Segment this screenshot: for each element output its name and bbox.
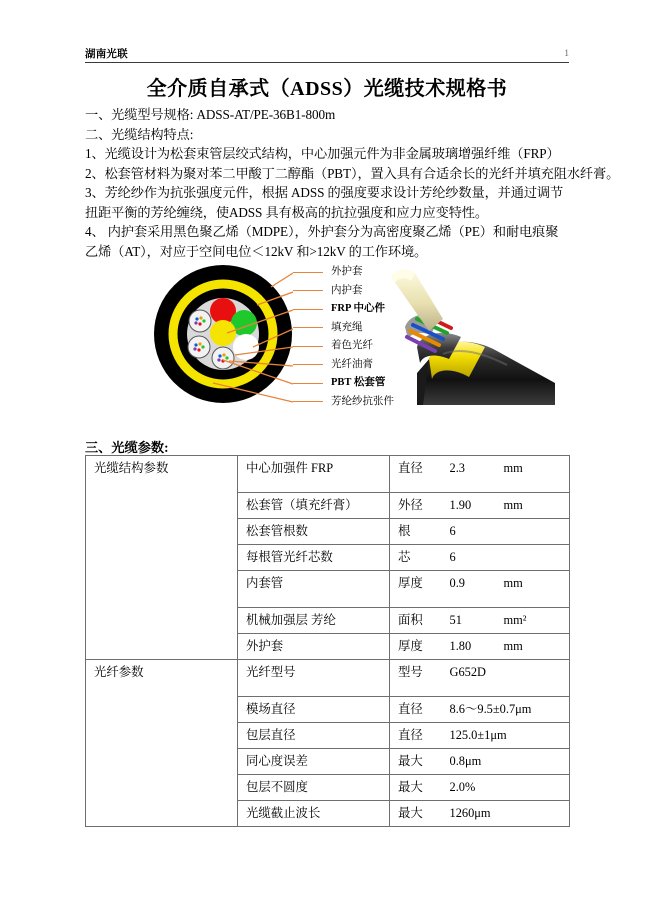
param-item: 包层直径 xyxy=(238,723,390,749)
param-value-cell xyxy=(442,571,570,608)
param-unit-label: 最大 xyxy=(390,775,442,801)
callout-label: 填充绳 xyxy=(331,321,363,333)
param-unit-label: 直径 xyxy=(390,697,442,723)
param-value-cell xyxy=(442,608,570,634)
param-unit-label: 直径 xyxy=(390,723,442,749)
group-label-structure: 光缆结构参数 xyxy=(86,456,238,660)
cable-parameters-heading: 三、光缆参数: xyxy=(85,440,169,455)
group-label-fiber: 光纤参数 xyxy=(86,660,238,827)
feature-item-2: 2、松套管材料为聚对苯二甲酸丁二醇酯（PBT），置入具有合适余长的光纤并填充阻水纤膏。 xyxy=(85,165,620,181)
leader-line-icon xyxy=(293,383,323,384)
leader-line-icon xyxy=(293,346,323,347)
param-value-cell xyxy=(442,749,570,775)
param-value: 1.80 xyxy=(449,639,472,653)
header-company-name: 湖南光联 xyxy=(85,49,128,60)
callout-label: FRP 中心件 xyxy=(331,303,385,315)
feature-item-4: 4、 内护套采用黑色聚乙烯（MDPE），外护套分为高密度聚乙烯（PE）和耐电痕聚乙烯（AT），对应于空间电位＜12kV 和>12kV 的工作环境。 xyxy=(85,224,559,259)
page-header xyxy=(85,48,569,63)
param-unit: mm xyxy=(503,576,523,590)
param-item: 中心加强件 FRP xyxy=(238,456,390,493)
cable-figure xyxy=(85,255,569,435)
param-item: 同心度误差 xyxy=(238,749,390,775)
model-spec-line: 一、光缆型号规格: ADSS-AT/PE-36B1-800m xyxy=(85,107,336,122)
param-unit-label: 芯 xyxy=(390,545,442,571)
leader-line-icon xyxy=(293,327,323,328)
param-unit-label: 外径 xyxy=(390,493,442,519)
param-unit-label: 厚度 xyxy=(390,634,442,660)
leader-line-icon xyxy=(293,290,323,291)
callout-label: 外护套 xyxy=(331,266,363,278)
cable-3d-illustration xyxy=(377,255,557,405)
param-value-cell xyxy=(442,723,570,749)
param-value-cell xyxy=(442,634,570,660)
param-item: 内套管 xyxy=(238,571,390,608)
param-value: 0.9 xyxy=(449,576,465,590)
param-value: 1.90 xyxy=(449,498,472,512)
param-unit: mm xyxy=(503,498,523,512)
param-value: 6 xyxy=(449,550,456,564)
leader-line-icon xyxy=(293,272,323,273)
leader-line-icon xyxy=(293,364,323,365)
param-value: 8.6～9.5±0.7μm xyxy=(449,702,532,716)
callout-label: 着色光纤 xyxy=(331,340,373,352)
header-page-number: 1 xyxy=(564,49,569,59)
param-value: G652D xyxy=(449,665,486,679)
param-value: 2.0% xyxy=(449,780,476,794)
param-value-cell xyxy=(442,545,570,571)
param-item: 机械加强层 芳纶 xyxy=(238,608,390,634)
leader-line-icon xyxy=(293,401,323,402)
param-item: 外护套 xyxy=(238,634,390,660)
param-unit-label: 型号 xyxy=(390,660,442,697)
structure-features-heading: 二、光缆结构特点: xyxy=(85,126,194,142)
param-unit-label: 面积 xyxy=(390,608,442,634)
param-item: 松套管根数 xyxy=(238,519,390,545)
param-value: 125.0±1μm xyxy=(449,728,507,742)
param-value-cell xyxy=(442,801,570,827)
param-value: 0.8μm xyxy=(449,754,482,768)
feature-item-1: 1、光缆设计为松套束管层绞式结构，中心加强元件为非金属玻璃增强纤维（FRP） xyxy=(85,146,560,161)
param-item: 每根管光纤芯数 xyxy=(238,545,390,571)
param-value-cell xyxy=(442,697,570,723)
leader-line-icon xyxy=(293,309,323,310)
param-value-cell xyxy=(442,660,570,697)
param-unit: mm² xyxy=(503,613,527,627)
callout-label: 光纤油膏 xyxy=(331,358,373,370)
param-value: 51 xyxy=(449,613,462,627)
callout-label: 内护套 xyxy=(331,284,363,296)
param-unit: mm xyxy=(503,461,523,475)
param-unit-label: 厚度 xyxy=(390,571,442,608)
param-value-cell xyxy=(442,519,570,545)
cable-parameters-table xyxy=(85,455,570,827)
param-unit-label: 直径 xyxy=(390,456,442,493)
feature-item-3: 3、芳纶纱作为抗张强度元件，根据 ADSS 的强度要求设计芳纶纱数量，并通过调节扭距平衡的芳纶缠绕，使ADSS 具有极高的抗拉强度和应力应变特性。 xyxy=(85,185,564,220)
table-row xyxy=(86,456,570,493)
param-value: 6 xyxy=(449,524,456,538)
param-item: 光缆截止波长 xyxy=(238,801,390,827)
param-item: 模场直径 xyxy=(238,697,390,723)
param-item: 包层不圆度 xyxy=(238,775,390,801)
param-unit-label: 最大 xyxy=(390,749,442,775)
document-body xyxy=(85,105,620,261)
cable-cross-section-diagram xyxy=(153,257,293,412)
table-row xyxy=(86,660,570,697)
callout-label: PBT 松套管 xyxy=(331,377,386,389)
param-value-cell xyxy=(442,493,570,519)
param-unit-label: 根 xyxy=(390,519,442,545)
param-unit-label: 最大 xyxy=(390,801,442,827)
param-item: 松套管（填充纤膏） xyxy=(238,493,390,519)
param-value: 1260μm xyxy=(449,806,491,820)
callout-label: 芳纶纱抗张件 xyxy=(331,395,394,407)
param-item: 光纤型号 xyxy=(238,660,390,697)
document-title: 全介质自承式（ADSS）光缆技术规格书 xyxy=(146,78,508,100)
param-value-cell xyxy=(442,456,570,493)
param-value-cell xyxy=(442,775,570,801)
param-unit: mm xyxy=(503,639,523,653)
param-value: 2.3 xyxy=(449,461,465,475)
